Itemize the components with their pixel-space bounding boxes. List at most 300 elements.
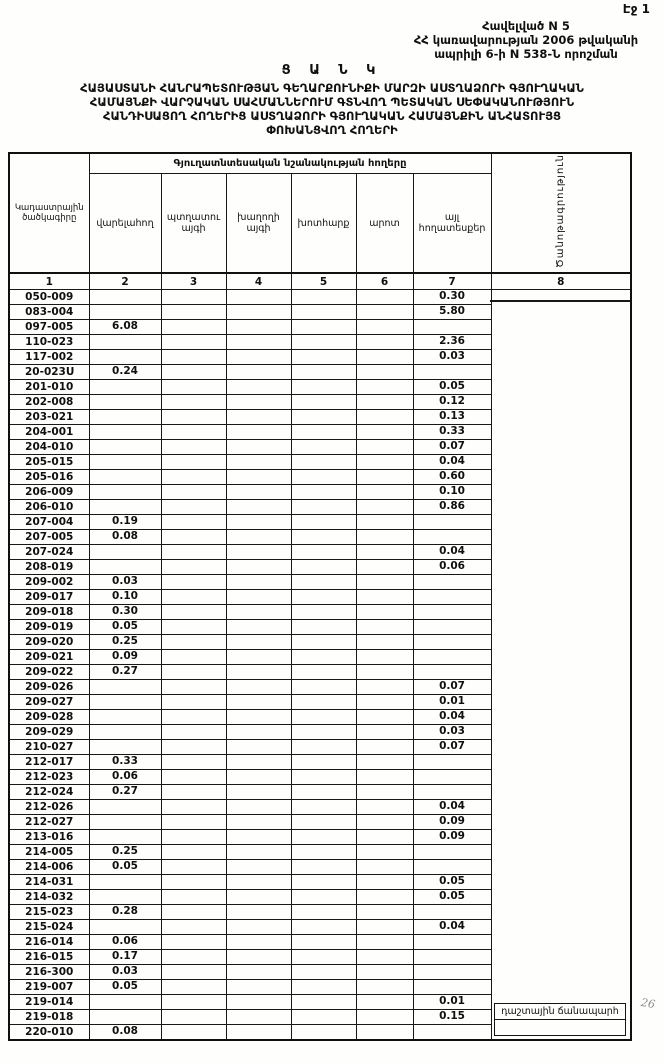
area-value-cell	[413, 844, 491, 859]
area-value-cell: 0.25	[89, 844, 161, 859]
area-value-cell	[89, 829, 161, 844]
page-number: Էջ 1	[622, 2, 650, 16]
area-value-cell	[226, 529, 291, 544]
area-value-cell	[291, 589, 356, 604]
area-value-cell	[413, 664, 491, 679]
area-value-cell	[226, 979, 291, 994]
area-value-cell	[356, 889, 413, 904]
area-value-cell	[356, 874, 413, 889]
area-value-cell: 0.30	[89, 604, 161, 619]
area-value-cell	[226, 994, 291, 1009]
cadastral-code-cell: 202-008	[9, 395, 89, 410]
area-value-cell	[291, 514, 356, 529]
area-value-cell	[161, 829, 226, 844]
cadastral-code-cell: 216-300	[9, 965, 89, 980]
area-value-cell	[356, 694, 413, 709]
area-value-cell	[226, 664, 291, 679]
area-value-cell	[89, 544, 161, 559]
area-value-cell	[226, 709, 291, 724]
area-value-cell	[226, 874, 291, 889]
area-value-cell	[89, 1009, 161, 1024]
area-value-cell	[161, 694, 226, 709]
title-line: ՀԱՆԴԻՍԱՑՈՂ ՀՈՂԵՐԻՑ ԱՍՏՂԱՁՈՐԻ ԳՅՈՒՂԱԿԱՆ ՀԱՄԱՅՆՔԻՆ ԱՆՀԱՏՈՒՅՑ	[102, 109, 562, 123]
area-value-cell	[161, 799, 226, 814]
area-value-cell	[226, 469, 291, 484]
title-word: Ց Ա Ն Կ	[281, 63, 383, 78]
area-value-cell	[89, 874, 161, 889]
area-value-cell	[226, 604, 291, 619]
area-value-cell	[161, 754, 226, 769]
area-value-cell	[356, 919, 413, 934]
area-value-cell	[413, 649, 491, 664]
area-value-cell	[356, 589, 413, 604]
area-value-cell	[356, 319, 413, 334]
area-value-cell	[161, 379, 226, 394]
area-value-cell	[356, 544, 413, 559]
area-value-cell	[161, 319, 226, 334]
area-value-cell	[226, 319, 291, 334]
area-value-cell	[226, 844, 291, 859]
cadastral-code-cell: 209-020	[9, 635, 89, 650]
column-number: 5	[291, 273, 356, 290]
area-value-cell	[89, 814, 161, 829]
cadastral-code-cell: 209-002	[9, 575, 89, 590]
area-value-cell	[291, 799, 356, 814]
area-value-cell: 0.06	[89, 934, 161, 949]
area-value-cell	[291, 304, 356, 319]
area-value-cell	[161, 604, 226, 619]
note-column-header	[491, 153, 631, 273]
area-value-cell	[161, 559, 226, 574]
area-value-cell	[291, 454, 356, 469]
area-value-cell: 0.07	[413, 679, 491, 694]
area-value-cell	[89, 304, 161, 319]
handwritten-mark: 26	[640, 995, 656, 1012]
area-value-cell	[291, 664, 356, 679]
area-value-cell	[291, 649, 356, 664]
area-value-cell	[291, 844, 356, 859]
area-value-cell	[356, 439, 413, 454]
cadastral-code-cell: 209-018	[9, 605, 89, 620]
area-value-cell	[413, 859, 491, 874]
area-value-cell	[161, 679, 226, 694]
area-value-cell	[291, 499, 356, 514]
area-value-cell: 0.30	[413, 289, 491, 304]
area-value-cell	[291, 724, 356, 739]
area-value-cell: 0.04	[413, 544, 491, 559]
area-value-cell: 0.17	[89, 949, 161, 964]
area-value-cell	[356, 634, 413, 649]
area-value-cell	[226, 484, 291, 499]
area-value-cell	[291, 754, 356, 769]
area-value-cell	[89, 439, 161, 454]
area-value-cell	[291, 679, 356, 694]
area-value-cell	[226, 784, 291, 799]
area-value-cell	[413, 979, 491, 994]
cadastral-code-cell: 212-026	[9, 800, 89, 815]
area-value-cell	[356, 829, 413, 844]
area-value-cell	[161, 649, 226, 664]
note-column-cell	[491, 290, 631, 1040]
area-value-cell	[89, 994, 161, 1009]
area-value-cell	[226, 694, 291, 709]
area-value-cell	[356, 379, 413, 394]
area-value-cell	[356, 814, 413, 829]
area-value-cell: 0.15	[413, 1009, 491, 1024]
area-value-cell	[291, 289, 356, 304]
cadastral-code-cell: 208-019	[9, 560, 89, 575]
area-value-cell	[291, 439, 356, 454]
area-value-cell: 0.05	[89, 859, 161, 874]
cadastral-code-cell: 203-021	[9, 410, 89, 425]
area-value-cell	[413, 754, 491, 769]
area-value-cell: 0.03	[89, 574, 161, 589]
area-value-cell	[291, 484, 356, 499]
area-value-cell	[161, 439, 226, 454]
area-value-cell	[413, 514, 491, 529]
area-value-cell	[291, 1009, 356, 1024]
cadastral-code-cell: 214-005	[9, 845, 89, 860]
area-value-cell: 0.06	[89, 769, 161, 784]
appendix-line: Հավելված N 5	[482, 19, 570, 33]
area-value-cell	[413, 619, 491, 634]
column-number: 1	[9, 273, 89, 290]
area-value-cell: 0.06	[413, 559, 491, 574]
area-value-cell: 0.07	[413, 739, 491, 754]
area-value-cell: 0.27	[89, 664, 161, 679]
area-value-cell	[89, 454, 161, 469]
area-value-cell	[226, 334, 291, 349]
area-value-cell	[226, 814, 291, 829]
area-value-cell	[161, 424, 226, 439]
area-value-cell	[413, 784, 491, 799]
area-value-cell	[161, 364, 226, 379]
area-value-cell	[161, 529, 226, 544]
area-value-cell: 0.07	[413, 439, 491, 454]
area-value-cell	[291, 814, 356, 829]
area-value-cell	[161, 964, 226, 979]
cadastral-code-cell: 212-023	[9, 770, 89, 785]
area-value-cell	[356, 724, 413, 739]
area-value-cell	[89, 709, 161, 724]
cadastral-code-cell: 206-010	[9, 500, 89, 515]
area-value-cell	[413, 904, 491, 919]
area-value-cell	[161, 574, 226, 589]
cadastral-code-cell: 204-001	[9, 425, 89, 440]
column-number: 7	[413, 273, 491, 290]
appendix-line: ՀՀ կառավարության 2006 թվականի	[413, 33, 639, 47]
area-value-cell	[226, 514, 291, 529]
area-value-cell	[226, 634, 291, 649]
area-value-cell	[161, 739, 226, 754]
area-value-cell	[356, 1024, 413, 1039]
area-value-cell	[89, 469, 161, 484]
area-value-cell	[356, 754, 413, 769]
cadastral-code-cell: 220-010	[9, 1025, 89, 1040]
area-value-cell	[226, 589, 291, 604]
area-value-cell	[226, 799, 291, 814]
area-value-cell	[413, 934, 491, 949]
area-value-cell: 0.05	[413, 874, 491, 889]
cadastral-code-cell: 209-021	[9, 650, 89, 665]
area-value-cell	[356, 514, 413, 529]
area-value-cell: 0.09	[413, 814, 491, 829]
area-value-cell	[356, 469, 413, 484]
area-value-cell	[161, 409, 226, 424]
area-value-cell	[226, 499, 291, 514]
cadastral-code-cell: 083-004	[9, 305, 89, 320]
area-value-cell: 0.01	[413, 994, 491, 1009]
area-value-cell	[226, 454, 291, 469]
area-value-cell	[161, 619, 226, 634]
area-value-cell: 0.04	[413, 799, 491, 814]
area-value-cell	[226, 889, 291, 904]
area-value-cell	[291, 934, 356, 949]
area-value-cell	[89, 484, 161, 499]
area-value-cell: 0.28	[89, 904, 161, 919]
cadastral-code-cell: 209-027	[9, 695, 89, 710]
area-value-cell	[89, 739, 161, 754]
area-value-cell	[291, 889, 356, 904]
area-value-cell	[291, 409, 356, 424]
note-column-header-label: Ծանոթագրություն	[555, 154, 567, 268]
area-value-cell	[89, 424, 161, 439]
area-value-cell	[89, 409, 161, 424]
area-value-cell	[89, 889, 161, 904]
area-value-cell	[161, 934, 226, 949]
area-value-cell: 0.60	[413, 469, 491, 484]
area-value-cell: 0.05	[413, 379, 491, 394]
area-value-cell	[89, 499, 161, 514]
cadastral-code-cell: 207-004	[9, 515, 89, 530]
note-text: դաշտային ճանապարհ	[495, 1004, 625, 1020]
area-value-cell	[291, 544, 356, 559]
area-value-cell	[226, 559, 291, 574]
area-value-cell	[161, 289, 226, 304]
area-value-cell	[356, 304, 413, 319]
cadastral-code-cell: 214-031	[9, 875, 89, 890]
area-value-cell	[413, 319, 491, 334]
land-transfer-table	[8, 152, 632, 1041]
area-value-cell	[291, 619, 356, 634]
area-value-cell	[161, 394, 226, 409]
area-value-cell	[161, 784, 226, 799]
area-value-cell	[413, 634, 491, 649]
column-number: 3	[161, 273, 226, 290]
area-value-cell	[226, 409, 291, 424]
area-value-cell	[356, 979, 413, 994]
area-value-cell	[356, 709, 413, 724]
area-value-cell	[161, 499, 226, 514]
area-value-cell	[356, 289, 413, 304]
cadastral-code-cell: 209-022	[9, 665, 89, 680]
area-value-cell	[291, 334, 356, 349]
area-value-cell: 0.03	[413, 349, 491, 364]
area-value-cell	[291, 874, 356, 889]
area-value-cell	[356, 859, 413, 874]
area-value-cell	[356, 994, 413, 1009]
title-line: ՀԱՅԱՍՏԱՆԻ ՀԱՆՐԱՊԵՏՈՒԹՅԱՆ ԳԵՂԱՐՔՈՒՆԻՔԻ ՄԱՐԶԻ ԱՍՏՂԱՁՈՐԻ ԳՅՈՒՂԱԿԱՆ	[80, 81, 584, 95]
note-box	[494, 1003, 626, 1036]
area-value-cell	[291, 394, 356, 409]
title-line: ՓՈԽԱՆՑՎՈՂ ՀՈՂԵՐԻ	[266, 123, 398, 137]
column-number: 6	[356, 273, 413, 290]
cadastral-code-cell: 209-026	[9, 680, 89, 695]
area-value-cell	[226, 679, 291, 694]
cadastral-code-cell: 205-015	[9, 455, 89, 470]
area-value-cell	[161, 814, 226, 829]
cadastral-code-cell: 219-018	[9, 1010, 89, 1025]
area-value-cell	[356, 409, 413, 424]
area-value-cell	[226, 949, 291, 964]
area-value-cell	[356, 364, 413, 379]
area-value-cell	[226, 829, 291, 844]
area-value-cell	[161, 919, 226, 934]
area-value-cell	[89, 679, 161, 694]
area-value-cell	[161, 454, 226, 469]
area-value-cell: 0.13	[413, 409, 491, 424]
area-value-cell	[356, 619, 413, 634]
area-value-cell	[291, 949, 356, 964]
area-value-cell: 0.05	[89, 979, 161, 994]
column-numbers-row	[9, 273, 631, 290]
area-value-cell	[161, 889, 226, 904]
cadastral-code-cell: 097-005	[9, 320, 89, 335]
cadastral-code-cell: 110-023	[9, 335, 89, 350]
area-value-cell	[161, 949, 226, 964]
cadastral-code-cell: 219-014	[9, 995, 89, 1010]
area-value-cell: 0.12	[413, 394, 491, 409]
area-value-cell	[226, 739, 291, 754]
area-value-cell	[291, 364, 356, 379]
area-value-cell	[356, 559, 413, 574]
cadastral-code-cell: 210-027	[9, 740, 89, 755]
area-value-cell	[89, 289, 161, 304]
area-value-cell	[161, 334, 226, 349]
area-value-cell	[291, 859, 356, 874]
area-value-cell	[291, 529, 356, 544]
cadastral-code-cell: 209-028	[9, 710, 89, 725]
area-value-cell	[161, 859, 226, 874]
area-value-cell	[161, 544, 226, 559]
arable-land-header: վարելահող	[89, 174, 161, 273]
area-value-cell	[356, 799, 413, 814]
area-value-cell: 0.24	[89, 364, 161, 379]
area-value-cell	[161, 994, 226, 1009]
area-value-cell	[291, 469, 356, 484]
cadastral-code-cell: 214-006	[9, 860, 89, 875]
area-value-cell	[226, 754, 291, 769]
area-value-cell	[89, 724, 161, 739]
area-value-cell	[226, 859, 291, 874]
area-value-cell	[291, 739, 356, 754]
cadastral-code-cell: 215-024	[9, 920, 89, 935]
cadastral-code-cell: 215-023	[9, 905, 89, 920]
area-value-cell: 0.05	[413, 889, 491, 904]
area-value-cell	[89, 694, 161, 709]
area-value-cell	[161, 769, 226, 784]
area-value-cell: 0.25	[89, 634, 161, 649]
area-value-cell	[291, 424, 356, 439]
area-value-cell	[356, 454, 413, 469]
area-value-cell	[161, 304, 226, 319]
area-value-cell	[89, 919, 161, 934]
cadastral-code-cell: 209-029	[9, 725, 89, 740]
area-value-cell	[291, 784, 356, 799]
other-land-types-header: այլ հողատեսքեր	[413, 174, 491, 273]
area-value-cell: 0.86	[413, 499, 491, 514]
area-value-cell	[291, 574, 356, 589]
area-value-cell	[89, 349, 161, 364]
area-value-cell	[356, 394, 413, 409]
area-value-cell	[226, 439, 291, 454]
area-value-cell	[356, 964, 413, 979]
area-value-cell	[161, 904, 226, 919]
area-value-cell: 0.03	[413, 724, 491, 739]
area-value-cell	[356, 784, 413, 799]
area-value-cell	[226, 364, 291, 379]
area-value-cell: 0.27	[89, 784, 161, 799]
area-value-cell	[161, 1009, 226, 1024]
area-value-cell	[291, 319, 356, 334]
area-value-cell	[226, 964, 291, 979]
cadastral-code-cell: 204-010	[9, 440, 89, 455]
area-value-cell: 0.05	[89, 619, 161, 634]
area-value-cell	[291, 709, 356, 724]
area-value-cell	[291, 964, 356, 979]
cadastral-code-cell: 216-014	[9, 935, 89, 950]
area-value-cell: 0.04	[413, 919, 491, 934]
area-value-cell	[291, 829, 356, 844]
area-value-cell: 0.10	[413, 484, 491, 499]
appendix-block	[392, 19, 660, 61]
cadastral-code-cell: 213-016	[9, 830, 89, 845]
cadastral-code-cell: 201-010	[9, 380, 89, 395]
area-value-cell	[226, 649, 291, 664]
area-value-cell	[161, 1024, 226, 1039]
column-number: 8	[491, 273, 631, 290]
area-value-cell	[161, 634, 226, 649]
area-value-cell	[291, 919, 356, 934]
area-value-cell	[161, 484, 226, 499]
column-number: 2	[89, 273, 161, 290]
area-value-cell	[356, 949, 413, 964]
area-value-cell	[226, 724, 291, 739]
column-number: 4	[226, 273, 291, 290]
area-value-cell	[413, 949, 491, 964]
area-value-cell	[291, 379, 356, 394]
area-value-cell	[226, 394, 291, 409]
area-value-cell	[226, 1024, 291, 1039]
area-value-cell	[89, 799, 161, 814]
area-value-cell: 0.08	[89, 529, 161, 544]
area-value-cell: 0.19	[89, 514, 161, 529]
area-value-cell	[226, 619, 291, 634]
area-value-cell	[226, 304, 291, 319]
cadastral-code-cell: 214-032	[9, 890, 89, 905]
area-value-cell	[226, 349, 291, 364]
area-value-cell	[161, 844, 226, 859]
area-value-cell: 0.33	[413, 424, 491, 439]
area-value-cell	[226, 769, 291, 784]
cadastral-code-cell: 205-016	[9, 470, 89, 485]
area-value-cell	[226, 379, 291, 394]
area-value-cell	[89, 379, 161, 394]
area-value-cell	[161, 589, 226, 604]
area-value-cell: 0.09	[89, 649, 161, 664]
area-value-cell	[89, 394, 161, 409]
area-value-cell	[413, 964, 491, 979]
